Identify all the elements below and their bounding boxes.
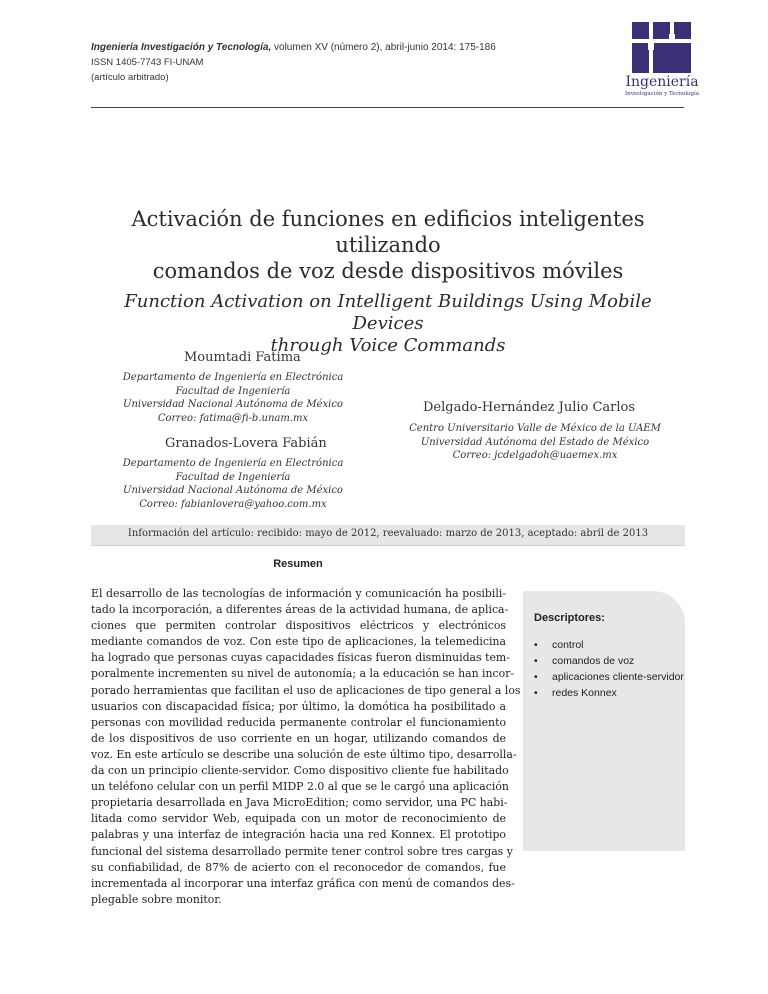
title-es-line-2: comandos de voz desde dispositivos móviles	[152, 259, 624, 283]
abstract-line: funcional del sistema desarrollado permite tener control sobre tres cargas y	[91, 844, 513, 858]
abstract-line: plegable sobre monitor.	[91, 892, 222, 906]
affiliation-line: Universidad Nacional Autónoma de México	[123, 485, 343, 496]
list-item	[534, 669, 684, 685]
article-type: (artículo arbitrado)	[91, 72, 169, 83]
issn: ISSN 1405-7743 FI-UNAM	[91, 57, 204, 68]
abstract-line: tado la incorporación, a diferentes áreas de la actividad humana, de aplica-	[91, 603, 509, 617]
affiliation-line: Centro Universitario Valle de México de la UAEM	[409, 423, 661, 434]
bullet-icon: •	[534, 671, 538, 683]
abstract-line: da con un principio cliente-servidor. Como dispositivo cliente fue habilitado	[91, 764, 509, 778]
abstract-line: personas con movilidad reducida permanente controlar el funcionamiento	[91, 715, 506, 729]
abstract-line: usuarios con discapacidad física; por último, la domótica ha posibilitado a	[91, 699, 506, 713]
affiliation-line: Facultad de Ingeniería	[175, 385, 291, 397]
descriptors-box	[523, 591, 685, 851]
author-name-2: Granados-Lovera Fabián	[165, 436, 327, 451]
descriptor-label: comandos de voz	[552, 655, 635, 667]
affiliation-line: Universidad Nacional Autónoma de México	[123, 399, 343, 410]
title-en-line-2: through Voice Commands	[270, 335, 506, 356]
author-affiliation-1	[110, 371, 356, 425]
affiliation-line: Departamento de Ingeniería en Electrónica	[122, 372, 344, 383]
descriptors-title: Descriptores:	[534, 612, 605, 624]
author-affiliation-2	[110, 457, 356, 511]
list-item	[534, 637, 684, 653]
abstract-line: palabras y una interfaz de integración hacia una red Konnex. El prototipo	[91, 828, 506, 842]
abstract-title: Resumen	[273, 558, 323, 570]
abstract-line: su confiabilidad, de 87% de acierto con el reconocedor de comandos, fue	[91, 860, 506, 874]
journal-details: volumen XV (número 2), abril-junio 2014: 175-186	[271, 42, 496, 53]
title-en-line-1: Function Activation on Intelligent Buildings Using Mobile Devices	[124, 291, 652, 334]
descriptor-label: aplicaciones cliente-servidor	[552, 671, 684, 683]
abstract-line: El desarrollo de las tecnologías de información y comunicación ha posibili-	[91, 587, 506, 600]
list-item	[534, 685, 684, 701]
abstract-body	[91, 586, 521, 908]
affiliation-email: Correo: jcdelgadoh@uaemex.mx	[452, 450, 618, 461]
abstract-line: litada como servidor Web, equipada con un motor de reconocimiento de	[91, 812, 506, 826]
title-es-line-1: Activación de funciones en edificios inteligentes utilizando	[131, 207, 645, 257]
author-name-1: Moumtadi Fatima	[184, 350, 301, 365]
affiliation-email: Correo: fatima@fi-b.unam.mx	[157, 412, 309, 424]
abstract-line: voz. En este artículo se describe una solución de este último tipo, desarrolla-	[91, 747, 517, 761]
abstract-line: propietaria desarrollada en Java MicroEdition; como servidor, una PC habi-	[91, 796, 508, 810]
article-info: Información del artículo: recibido: mayo de 2012, reevaluado: marzo de 2013, aceptado: abril de 2013	[127, 528, 649, 539]
logo-subtitle: Investigación y Tecnología	[624, 91, 700, 97]
descriptor-label: redes Konnex	[552, 687, 617, 699]
abstract-line: mediante comandos de voz. Con este tipo de aplicaciones, la telemedicina	[91, 635, 506, 649]
abstract-line: poralmente incrementen su nivel de autonomía; a la educación se han incor-	[91, 667, 515, 681]
descriptor-label: control	[552, 639, 584, 651]
list-item	[534, 653, 684, 669]
journal-name: Ingeniería Investigación y Tecnología,	[91, 42, 272, 53]
affiliation-line: Universidad Autónoma del Estado de México	[420, 436, 650, 448]
affiliation-line: Facultad de Ingeniería	[175, 471, 291, 483]
logo-title: Ingeniería	[625, 74, 699, 90]
abstract-line: incrementada al incorporar una interfaz gráfica con menú de comandos des-	[91, 876, 515, 890]
affiliation-line: Departamento de Ingeniería en Electrónica	[122, 458, 344, 469]
author-name-3: Delgado-Hernández Julio Carlos	[423, 400, 636, 415]
title-spanish	[91, 206, 685, 284]
abstract-line: de los dispositivos de uso corriente en un hogar, utilizando comandos de	[91, 731, 506, 745]
journal-citation	[91, 42, 496, 53]
abstract-line: porado herramientas que facilitan el uso de aplicaciones de tipo general a los	[91, 683, 521, 697]
header-divider	[91, 107, 684, 108]
author-affiliation-3	[400, 422, 670, 463]
bullet-icon: •	[534, 639, 538, 651]
descriptors-list	[534, 637, 684, 701]
affiliation-email: Correo: fabianlovera@yahoo.com.mx	[139, 498, 327, 510]
abstract-line: un teléfono celular con un perfil MIDP 2.0 al que se le cargó una aplicación	[91, 780, 509, 794]
bullet-icon: •	[534, 655, 538, 667]
bullet-icon: •	[534, 687, 538, 699]
abstract-line: ciones que permiten controlar dispositivos eléctricos y electrónicos	[91, 619, 506, 633]
abstract-line: ha logrado que personas cuyas capacidades físicas fueron disminuidas tem-	[91, 651, 510, 665]
title-english	[91, 291, 685, 357]
